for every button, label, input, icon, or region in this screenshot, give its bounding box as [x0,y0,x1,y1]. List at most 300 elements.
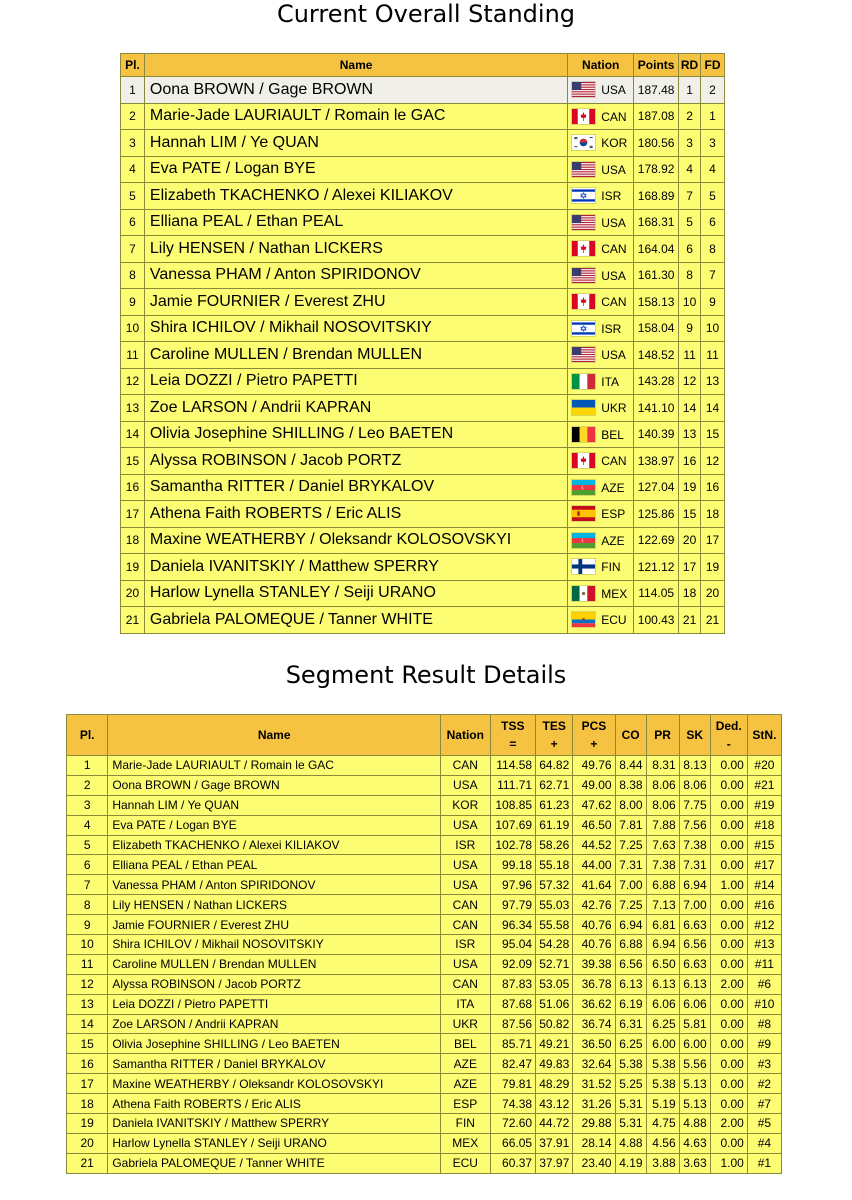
header-nation: Nation [568,54,634,77]
placement-cell: 6 [67,855,108,875]
table-row [67,935,782,955]
fd-rank-cell: 6 [701,209,725,236]
nation-cell: BEL [441,1034,491,1054]
rd-rank-cell: 6 [679,236,701,263]
sk-cell: 7.31 [679,855,710,875]
placement-cell: 10 [67,935,108,955]
tes-cell: 58.26 [536,835,573,855]
skater-name-cell: Shira ICHILOV / Mikhail NOSOVITSKIY [144,315,567,342]
nation-cell [568,607,634,634]
points-cell: 141.10 [634,395,679,422]
skater-name-cell: Hannah LIM / Ye QUAN [108,795,441,815]
nation-code: ISR [601,321,622,336]
sk-cell: 6.13 [679,974,710,994]
table-row [121,527,725,554]
placement-cell: 21 [67,1153,108,1173]
co-cell: 5.38 [615,1054,646,1074]
co-cell: 7.25 [615,835,646,855]
tes-cell: 61.23 [536,795,573,815]
nation-cell: ITA [441,994,491,1014]
sk-cell: 6.63 [679,915,710,935]
pcs-cell: 36.50 [573,1034,615,1054]
usa-flag-icon [572,347,601,361]
table-row [67,915,782,935]
fd-rank-cell: 7 [701,262,725,289]
nation-cell [568,474,634,501]
deduction-cell: 0.00 [710,1094,747,1114]
tes-cell: 64.82 [536,756,573,776]
tss-cell: 107.69 [490,815,535,835]
table-row [67,835,782,855]
nation-cell [568,342,634,369]
tes-cell: 37.97 [536,1153,573,1173]
table-row [121,289,725,316]
pcs-cell: 36.74 [573,1014,615,1034]
co-cell: 4.19 [615,1153,646,1173]
sk-cell: 5.81 [679,1014,710,1034]
sk-cell: 5.56 [679,1054,710,1074]
points-cell: 161.30 [634,262,679,289]
pr-cell: 6.00 [646,1034,679,1054]
table-row [67,756,782,776]
skater-name-cell: Lily HENSEN / Nathan LICKERS [144,236,567,263]
usa-flag-icon [572,268,601,282]
pr-cell: 4.56 [646,1133,679,1153]
co-cell: 7.81 [615,815,646,835]
nation-cell [568,554,634,581]
fd-rank-cell: 12 [701,448,725,475]
nation-cell: CAN [441,974,491,994]
tss-cell: 74.38 [490,1094,535,1114]
pr-cell: 6.13 [646,974,679,994]
tss-cell: 114.58 [490,756,535,776]
placement-cell: 7 [121,236,145,263]
points-cell: 121.12 [634,554,679,581]
rd-rank-cell: 10 [679,289,701,316]
rd-rank-cell: 17 [679,554,701,581]
nation-code: BEL [601,427,624,442]
tss-cell: 102.78 [490,835,535,855]
pr-cell: 6.06 [646,994,679,1014]
table-row [121,156,725,183]
header-pl: Pl. [67,715,108,756]
pcs-cell: 36.62 [573,994,615,1014]
table-row [67,1133,782,1153]
nation-cell: AZE [441,1074,491,1094]
header-rd: RD [679,54,701,77]
points-cell: 138.97 [634,448,679,475]
pcs-cell: 46.50 [573,815,615,835]
points-cell: 158.04 [634,315,679,342]
pr-cell: 6.88 [646,875,679,895]
table-row [121,342,725,369]
ita-flag-icon [572,374,601,388]
header-tes: TES + [536,715,573,756]
deduction-cell: 0.00 [710,795,747,815]
points-cell: 187.08 [634,103,679,130]
overall-standing-title: Current Overall Standing [276,0,576,28]
nation-code: USA [601,215,626,230]
placement-cell: 8 [121,262,145,289]
aze-flag-icon [572,533,601,547]
tes-cell: 37.91 [536,1133,573,1153]
usa-flag-icon [572,162,601,176]
deduction-cell: 0.00 [710,855,747,875]
placement-cell: 15 [121,448,145,475]
placement-cell: 11 [121,342,145,369]
nation-code: AZE [601,480,625,495]
pcs-cell: 42.76 [573,895,615,915]
points-cell: 178.92 [634,156,679,183]
tss-cell: 66.05 [490,1133,535,1153]
header-name: Name [144,54,567,77]
fd-rank-cell: 19 [701,554,725,581]
nation-cell: UKR [441,1014,491,1034]
starting-number-cell: #3 [747,1054,781,1074]
tss-cell: 85.71 [490,1034,535,1054]
tss-cell: 111.71 [490,775,535,795]
pr-cell: 7.13 [646,895,679,915]
placement-cell: 8 [67,895,108,915]
placement-cell: 7 [67,875,108,895]
starting-number-cell: #4 [747,1133,781,1153]
nation-cell [568,395,634,422]
pcs-cell: 41.64 [573,875,615,895]
table-row [121,554,725,581]
nation-cell [568,501,634,528]
nation-cell: ESP [441,1094,491,1114]
fd-rank-cell: 20 [701,580,725,607]
header-fd: FD [701,54,725,77]
fd-rank-cell: 15 [701,421,725,448]
header-name: Name [108,715,441,756]
placement-cell: 4 [121,156,145,183]
sk-cell: 7.00 [679,895,710,915]
deduction-cell: 0.00 [710,1014,747,1034]
skater-name-cell: Elizabeth TKACHENKO / Alexei KILIAKOV [144,183,567,210]
skater-name-cell: Eva PATE / Logan BYE [108,815,441,835]
deduction-cell: 1.00 [710,1153,747,1173]
starting-number-cell: #11 [747,954,781,974]
placement-cell: 11 [67,954,108,974]
placement-cell: 3 [67,795,108,815]
tes-cell: 62.71 [536,775,573,795]
segment-details-title: Segment Result Details [285,661,567,689]
nation-cell [568,103,634,130]
sk-cell: 6.06 [679,994,710,1014]
pcs-cell: 47.62 [573,795,615,815]
placement-cell: 15 [67,1034,108,1054]
co-cell: 8.44 [615,756,646,776]
skater-name-cell: Shira ICHILOV / Mikhail NOSOVITSKIY [108,935,441,955]
tes-cell: 43.12 [536,1094,573,1114]
table-row [67,1094,782,1114]
placement-cell: 2 [67,775,108,795]
skater-name-cell: Olivia Josephine SHILLING / Leo BAETEN [108,1034,441,1054]
pr-cell: 8.06 [646,795,679,815]
nation-cell: CAN [441,915,491,935]
table-row [67,1054,782,1074]
co-cell: 7.00 [615,875,646,895]
starting-number-cell: #16 [747,895,781,915]
skater-name-cell: Vanessa PHAM / Anton SPIRIDONOV [108,875,441,895]
table-row [121,580,725,607]
fd-rank-cell: 10 [701,315,725,342]
fd-rank-cell: 5 [701,183,725,210]
starting-number-cell: #21 [747,775,781,795]
segment-header-row [67,715,782,756]
starting-number-cell: #15 [747,835,781,855]
table-row [121,77,725,104]
can-flag-icon [572,453,601,467]
placement-cell: 12 [121,368,145,395]
fd-rank-cell: 17 [701,527,725,554]
sk-cell: 7.38 [679,835,710,855]
skater-name-cell: Samantha RITTER / Daniel BRYKALOV [144,474,567,501]
deduction-cell: 0.00 [710,994,747,1014]
placement-cell: 10 [121,315,145,342]
pcs-cell: 39.38 [573,954,615,974]
table-row [67,875,782,895]
placement-cell: 2 [121,103,145,130]
nation-code: AZE [601,533,625,548]
skater-name-cell: Maxine WEATHERBY / Oleksandr KOLOSOVSKYI [144,527,567,554]
placement-cell: 3 [121,130,145,157]
placement-cell: 5 [121,183,145,210]
header-sk: SK [679,715,710,756]
mex-flag-icon [572,586,601,600]
tss-cell: 87.56 [490,1014,535,1034]
placement-cell: 19 [121,554,145,581]
placement-cell: 17 [121,501,145,528]
nation-code: CAN [601,241,627,256]
starting-number-cell: #6 [747,974,781,994]
table-row [121,474,725,501]
nation-code: ESP [601,506,626,521]
deduction-cell: 1.00 [710,875,747,895]
starting-number-cell: #14 [747,875,781,895]
nation-cell: KOR [441,795,491,815]
rd-rank-cell: 11 [679,342,701,369]
nation-code: CAN [601,109,627,124]
table-row [67,895,782,915]
table-row [121,315,725,342]
pr-cell: 5.38 [646,1054,679,1074]
placement-cell: 1 [67,756,108,776]
placement-cell: 17 [67,1074,108,1094]
co-cell: 6.31 [615,1014,646,1034]
nation-cell [568,262,634,289]
skater-name-cell: Eva PATE / Logan BYE [144,156,567,183]
tes-cell: 50.82 [536,1014,573,1034]
tes-cell: 54.28 [536,935,573,955]
tss-cell: 99.18 [490,855,535,875]
skater-name-cell: Zoe LARSON / Andrii KAPRAN [144,395,567,422]
tss-cell: 87.68 [490,994,535,1014]
tss-cell: 108.85 [490,795,535,815]
table-row [121,395,725,422]
nation-cell: AZE [441,1054,491,1074]
skater-name-cell: Alyssa ROBINSON / Jacob PORTZ [108,974,441,994]
header-pcs: PCS + [573,715,615,756]
co-cell: 6.94 [615,915,646,935]
tes-cell: 55.58 [536,915,573,935]
tes-cell: 53.05 [536,974,573,994]
skater-name-cell: Harlow Lynella STANLEY / Seiji URANO [108,1133,441,1153]
fd-rank-cell: 2 [701,77,725,104]
points-cell: 114.05 [634,580,679,607]
co-cell: 6.88 [615,935,646,955]
sk-cell: 7.56 [679,815,710,835]
aze-flag-icon [572,480,601,494]
table-row [67,974,782,994]
pcs-cell: 44.00 [573,855,615,875]
header-points: Points [634,54,679,77]
deduction-cell: 0.00 [710,835,747,855]
skater-name-cell: Elizabeth TKACHENKO / Alexei KILIAKOV [108,835,441,855]
tss-cell: 82.47 [490,1054,535,1074]
skater-name-cell: Alyssa ROBINSON / Jacob PORTZ [144,448,567,475]
nation-cell [568,368,634,395]
nation-cell [568,130,634,157]
nation-cell: USA [441,855,491,875]
starting-number-cell: #1 [747,1153,781,1173]
table-row [121,183,725,210]
co-cell: 8.38 [615,775,646,795]
tss-cell: 97.79 [490,895,535,915]
co-cell: 6.56 [615,954,646,974]
placement-cell: 12 [67,974,108,994]
placement-cell: 20 [67,1133,108,1153]
points-cell: 140.39 [634,421,679,448]
tss-cell: 97.96 [490,875,535,895]
points-cell: 168.31 [634,209,679,236]
points-cell: 164.04 [634,236,679,263]
starting-number-cell: #13 [747,935,781,955]
sk-cell: 3.63 [679,1153,710,1173]
sk-cell: 4.63 [679,1133,710,1153]
table-row [67,1014,782,1034]
pcs-cell: 29.88 [573,1114,615,1134]
nation-cell [568,77,634,104]
fd-rank-cell: 8 [701,236,725,263]
nation-cell [568,421,634,448]
nation-code: ITA [601,374,620,389]
points-cell: 122.69 [634,527,679,554]
sk-cell: 8.06 [679,775,710,795]
pcs-cell: 40.76 [573,935,615,955]
fd-rank-cell: 13 [701,368,725,395]
overall-standing-table [120,53,725,634]
pr-cell: 6.94 [646,935,679,955]
placement-cell: 9 [67,915,108,935]
can-flag-icon [572,294,601,308]
table-row [121,501,725,528]
skater-name-cell: Marie-Jade LAURIAULT / Romain le GAC [144,103,567,130]
fin-flag-icon [572,559,601,573]
tes-cell: 55.18 [536,855,573,875]
pr-cell: 8.06 [646,775,679,795]
co-cell: 5.31 [615,1094,646,1114]
rd-rank-cell: 2 [679,103,701,130]
skater-name-cell: Hannah LIM / Ye QUAN [144,130,567,157]
co-cell: 5.25 [615,1074,646,1094]
nation-code: USA [601,162,626,177]
can-flag-icon [572,241,601,255]
deduction-cell: 0.00 [710,935,747,955]
starting-number-cell: #20 [747,756,781,776]
isr-flag-icon [572,321,601,335]
pr-cell: 7.88 [646,815,679,835]
rd-rank-cell: 5 [679,209,701,236]
table-row [121,368,725,395]
usa-flag-icon [572,82,601,96]
deduction-cell: 0.00 [710,954,747,974]
skater-name-cell: Oona BROWN / Gage BROWN [144,77,567,104]
nation-cell [568,236,634,263]
pcs-cell: 49.76 [573,756,615,776]
tss-cell: 79.81 [490,1074,535,1094]
points-cell: 100.43 [634,607,679,634]
sk-cell: 5.13 [679,1074,710,1094]
pcs-cell: 32.64 [573,1054,615,1074]
nation-code: CAN [601,453,627,468]
deduction-cell: 0.00 [710,1074,747,1094]
placement-cell: 19 [67,1114,108,1134]
fd-rank-cell: 4 [701,156,725,183]
table-row [67,795,782,815]
placement-cell: 20 [121,580,145,607]
rd-rank-cell: 15 [679,501,701,528]
table-row [121,209,725,236]
header-nation: Nation [441,715,491,756]
co-cell: 6.19 [615,994,646,1014]
isr-flag-icon [572,188,601,202]
points-cell: 180.56 [634,130,679,157]
starting-number-cell: #7 [747,1094,781,1114]
points-cell: 127.04 [634,474,679,501]
starting-number-cell: #17 [747,855,781,875]
table-row [67,994,782,1014]
placement-cell: 16 [67,1054,108,1074]
placement-cell: 5 [67,835,108,855]
nation-cell [568,183,634,210]
skater-name-cell: Elliana PEAL / Ethan PEAL [108,855,441,875]
table-row [67,954,782,974]
placement-cell: 9 [121,289,145,316]
nation-code: FIN [601,559,621,574]
nation-code: CAN [601,294,627,309]
points-cell: 187.48 [634,77,679,104]
table-row [67,1153,782,1173]
table-row [121,103,725,130]
nation-cell: ECU [441,1153,491,1173]
skater-name-cell: Daniela IVANITSKIY / Matthew SPERRY [144,554,567,581]
tss-cell: 87.83 [490,974,535,994]
co-cell: 8.00 [615,795,646,815]
deduction-cell: 0.00 [710,775,747,795]
co-cell: 6.13 [615,974,646,994]
nation-code: USA [601,268,626,283]
deduction-cell: 0.00 [710,1133,747,1153]
skater-name-cell: Gabriela PALOMEQUE / Tanner WHITE [144,607,567,634]
nation-cell [568,448,634,475]
pr-cell: 5.19 [646,1094,679,1114]
ecu-flag-icon [572,612,601,626]
tes-cell: 49.83 [536,1054,573,1074]
skater-name-cell: Harlow Lynella STANLEY / Seiji URANO [144,580,567,607]
nation-cell: USA [441,875,491,895]
